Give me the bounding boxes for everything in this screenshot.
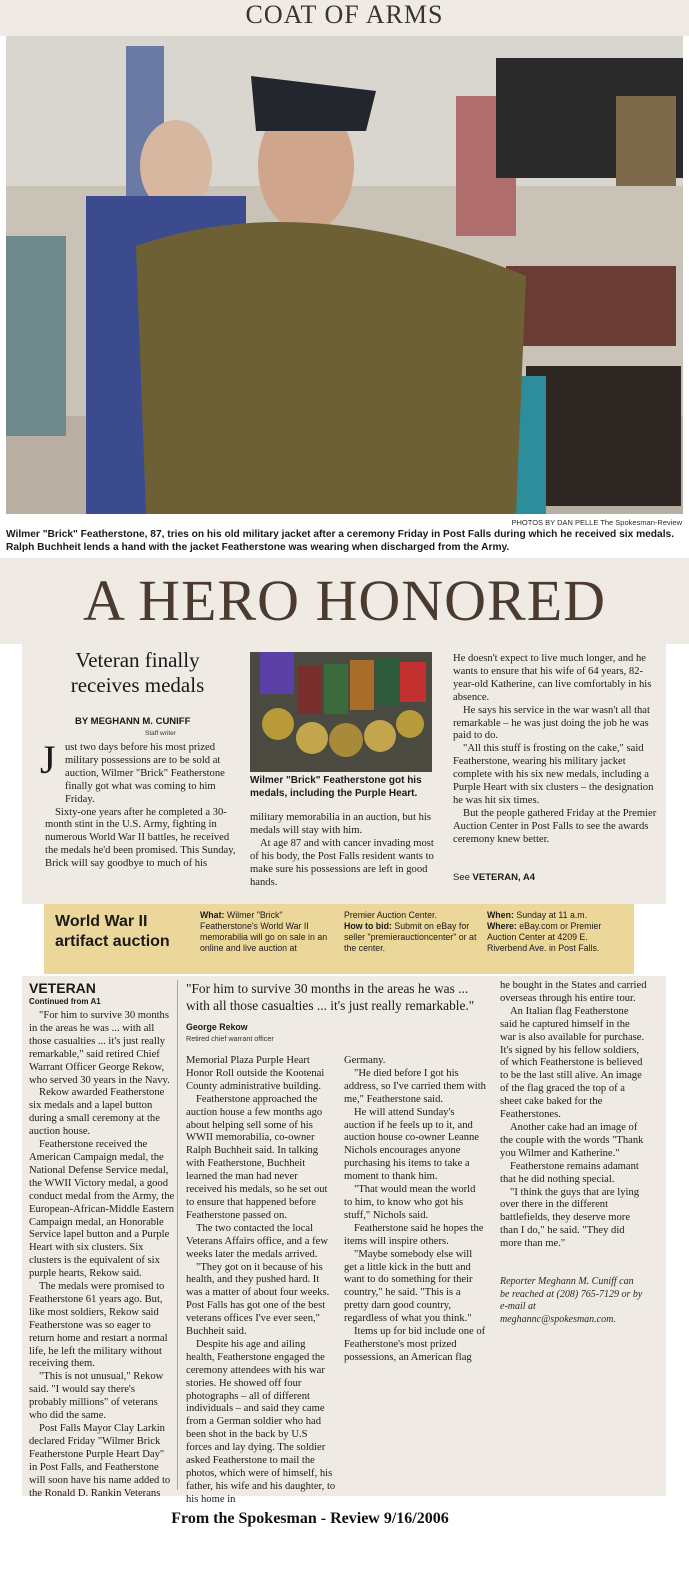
reporter-note: Reporter Meghann M. Cuniff can be reached at (208) 765-7129 or by e-mail at meghannc@spokesman.com. [500, 1276, 643, 1325]
jump-col1-p2: Rekow awarded Featherstone six medals and a lapel button during a small ceremony at the auction house. [29, 1087, 165, 1138]
jump-continued: Continued from A1 [29, 997, 101, 1006]
where-text: eBay.com or Premier Auction Center at 4209 E. Riverbend Ave. in Post Falls. [487, 921, 602, 953]
pullquote-title: Retired chief warrant officer [186, 1034, 274, 1043]
front-col3-p4: But the people gathered Friday at the Premier Auction Center in Post Falls to see the awards ceremony knew better. [453, 807, 657, 845]
medals-photo [250, 652, 432, 772]
howto-text: Submit on eBay for seller "premierauctioncenter" or at the center. [344, 921, 477, 953]
jump-col3-p2: "He died before I got his address, so I've carried them with me," Featherstone said. [344, 1067, 486, 1105]
subhead: Veteran finally receives medals [70, 648, 205, 697]
jump-col1-p6: Post Falls Mayor Clay Larkin declared Friday "Wilmer Brick Featherstone Purple Heart Day" in Post Falls, and Featherstone will soon have his name added to the Ronald D. Rankin Veterans [29, 1423, 171, 1499]
when-label: When: [487, 910, 514, 920]
front-col3-p3: "All this stuff is frosting on the cake," said Featherstone, wearing his military jacket complete with his six new medals, including a Purple Heart with six clusters – the designation he was hit six times. [453, 743, 654, 806]
medals-caption: Wilmer "Brick" Featherstone got his medals, including the Purple Heart. [250, 775, 422, 799]
pullquote-name: George Rekow [186, 1022, 248, 1032]
jump-col2 [186, 1055, 336, 1507]
auction-title: World War II artifact auction [55, 913, 170, 950]
staff-writer: Staff writer [145, 730, 176, 737]
howto-label: How to bid: [344, 921, 392, 931]
credit-source: The Spokesman-Review [600, 518, 682, 527]
front-col1 [45, 742, 243, 871]
jump-col4-p1: An Italian flag Featherstone said he captured himself in the war is also available for purchase. It's signed by his fellow soldiers, of which Featherstone is believed to be the last still alive. An image of the flag graced the top of a sheet cake baked for the Featherstones. [500, 1005, 645, 1121]
jump-col4 [500, 980, 648, 1251]
jump-col4-p4: "I think the guys that are lying over there in the different battlefields, they deserve more than I do," he said. "They did more than me." [500, 1186, 640, 1250]
jump-col3-p4: "That would mean the world to him, to know who got his stuff," Nichols said. [344, 1184, 476, 1221]
jump-col1-p3: Featherstone received the American Campaign medal, the National Defense Service medal, the WWII Victory medal, a good conduct medal from the Army, the European-African-Middle Eastern Campaign medal, an Honorable Service lapel button and a Purple Heart with six clusters. Six clusters is the equivalent of six purple hearts, Rekow said. [29, 1139, 175, 1280]
jump-col1-p1: "For him to survive 30 months in the areas he was ... with all those casualties ... it's just really remarkable," said retired Chief Warrant Officer George Rekow, who served 30 years in the Navy. [29, 1010, 170, 1086]
front-col1-p2: Sixty-one years after he completed a 30-month stint in the U.S. Army, fighting in numerous World War II battles, he received the medals he'd been promised. This Sunday, Brick will say goodbye to much of his [45, 806, 236, 870]
pullquote: "For him to survive 30 months in the areas he was ... with all those casualties ... it's just really remarkable." [186, 981, 475, 1013]
photo-placeholder-icon [6, 36, 683, 514]
jump-col3-p5: Featherstone said he hopes the items will inspire others. [344, 1222, 484, 1247]
byline: BY MEGHANN M. CUNIFF [75, 716, 191, 727]
jump-col1-p4: The medals were promised to Featherstone 61 years ago. But, like most soldiers, Rekow said Featherstone was so eager to return home and restart a normal life, he left the military without receiving them. [29, 1281, 168, 1370]
jump-col4-top: he bought in the States and carried overseas through his entire tour. [500, 980, 647, 1004]
jump-col2-p4: "They got on it because of his health, and they pushed hard. It was a matter of about four weeks. Post Falls has got one of the best veterans offices I've ever seen," Buchheit said. [186, 1261, 330, 1338]
headline: A HERO HONORED [82, 568, 607, 633]
front-col3 [453, 653, 658, 847]
front-col3-p1: He doesn't expect to live much longer, and he wants to ensure that his wife of 64 years, 82-year-old Katherine, can live comfortably in his absence. [453, 653, 652, 703]
front-col3-p2: He says his service in the war wasn't all that remarkable – he was just doing the job he was paid to do. [453, 704, 650, 742]
auction-when-where [487, 910, 627, 954]
auction-what [200, 910, 340, 954]
front-col2 [250, 812, 440, 889]
where-label: Where: [487, 921, 517, 931]
jump-divider [177, 980, 178, 1490]
jump-col1-p5: "This is not unusual," Rekow said. "I would say there's probably millions" of veterans who did the same. [29, 1371, 164, 1422]
jump-col2-p5: Despite his age and ailing health, Featherstone engaged the ceremony attendees with his war stories. He showed off four photographs – all of different individuals – and said they came from a German soldier who had been shot in the back by U.S forces and lay dying. The soldier asked Featherstone to mail the photos, which were of himself, his father, his wife and his daughter, to his home in [186, 1338, 336, 1505]
see-jump [453, 872, 653, 883]
dropcap: J [40, 737, 56, 782]
photo-caption: Wilmer "Brick" Featherstone, 87, tries on his old military jacket after a ceremony Friday in Post Falls during which he received six medals. Ralph Buchheit lends a hand with the jacket Featherstone was wearing when discharged from the Army. [6, 529, 675, 553]
see-label: See [453, 872, 470, 883]
premier-name: Premier Auction Center. [344, 910, 437, 920]
section-title: COAT OF ARMS [245, 0, 444, 29]
top-photo [6, 36, 683, 514]
jump-col3-p6: "Maybe somebody else will get a little kick in the butt and want to do something for their country," he said. "This is a pretty darn good country, regardless of what you think." [344, 1248, 473, 1325]
front-col2-p2: At age 87 and with cancer invading most of his body, the Post Falls resident wants to make sure his possessions are left in good hands. [250, 837, 434, 888]
jump-col2-p3: The two contacted the local Veterans Affairs office, and a few weeks later the medals arrived. [186, 1222, 328, 1260]
jump-col3-p7: Items up for bid include one of Featherstone's most prized possessions, an American flag [344, 1326, 486, 1363]
jump-col2-p1: Memorial Plaza Purple Heart Honor Roll outside the Kootenai County administrative building. [186, 1055, 325, 1092]
front-col1-p1: ust two days before his most prized military possessions are to be sold at auction, Wilmer "Brick" Featherstone finally got what was coming to him Friday. [65, 742, 225, 805]
jump-col2-p2: Featherstone approached the auction house a few months ago about helping sell some of his WWII memorabilia, co-owner Ralph Buchheit said. In talking with Featherstone, Buchheit learned the man had never received his medals, so he set out to ensure that happened before Featherstone passed on. [186, 1093, 328, 1221]
jump-col3 [344, 1055, 486, 1365]
front-col2-p1: military memorabilia in an auction, but his medals will stay with him. [250, 812, 431, 836]
jump-label: VETERAN [29, 980, 96, 996]
footer-source: From the Spokesman - Review 9/16/2006 [171, 1510, 449, 1527]
when-text: Sunday at 11 a.m. [516, 910, 588, 920]
what-text: Wilmer "Brick" Featherstone's World War II memorabilia will go on sale in an online and live auction at [200, 910, 328, 953]
credit-name: PHOTOS BY DAN PELLE [511, 518, 599, 527]
jump-col4-p2: Another cake had an image of the couple with the words "Thank you Wilmer and Katherine." [500, 1121, 644, 1159]
jump-col1 [29, 1010, 175, 1500]
jump-col3-p1: Germany. [344, 1055, 386, 1066]
what-label: What: [200, 910, 225, 920]
photo-credit [420, 518, 682, 527]
auction-howto [344, 910, 478, 954]
jump-col4-p3: Featherstone remains adamant that he did nothing special. [500, 1160, 639, 1185]
see-ref[interactable]: VETERAN, A4 [472, 872, 536, 883]
jump-col3-p3: He will attend Sunday's auction if he feels up to it, and auction house co-owner Leanne Nichols encourages anyone purchasing his items to take a moment to thank him. [344, 1106, 480, 1183]
medals-photo-icon [250, 652, 432, 772]
